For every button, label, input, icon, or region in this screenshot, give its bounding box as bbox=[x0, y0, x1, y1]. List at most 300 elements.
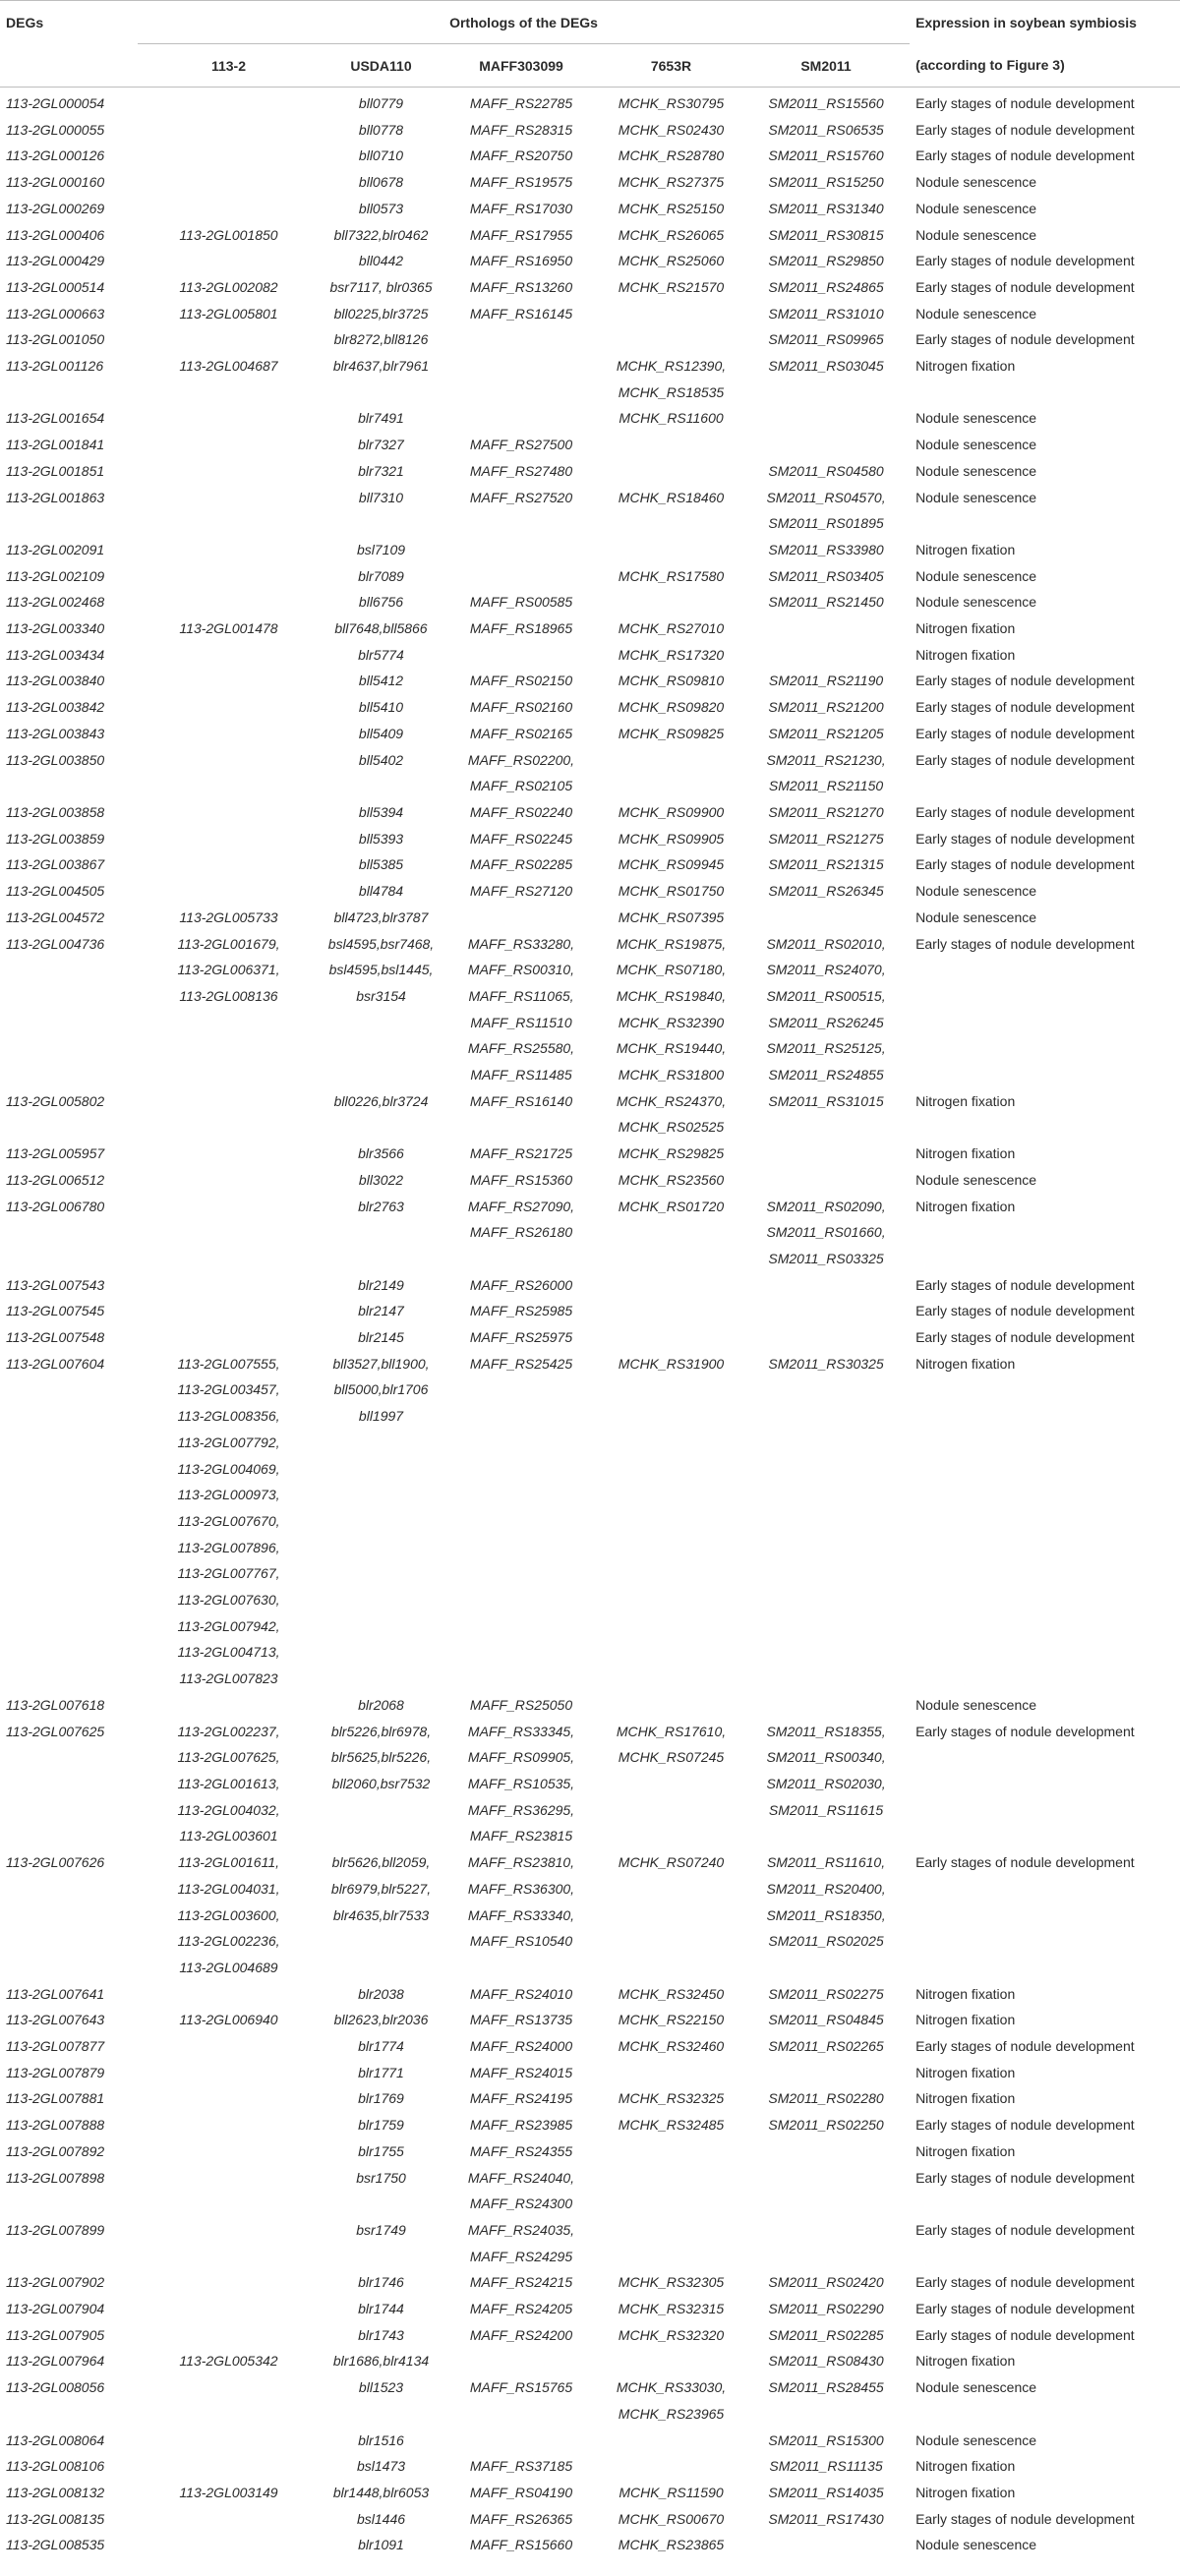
cell-113-2 bbox=[138, 799, 320, 826]
cell-expression: Early stages of nodule development bbox=[915, 121, 1135, 138]
cell-maff303099 bbox=[442, 2480, 600, 2506]
cell-7653r bbox=[600, 799, 742, 826]
gene-id: MCHK_RS27010 bbox=[618, 620, 725, 637]
table-row bbox=[0, 851, 1180, 878]
gene-id: MAFF_RS16145 bbox=[469, 305, 573, 322]
table-row bbox=[0, 642, 1180, 669]
gene-id: blr5774 bbox=[358, 646, 404, 663]
gene-id: 113-2GL002236, bbox=[177, 1933, 280, 1950]
gene-id: bll5410 bbox=[358, 699, 404, 716]
cell-7653r bbox=[600, 2532, 742, 2558]
table-row bbox=[0, 905, 1180, 931]
gene-id: MCHK_RS25150 bbox=[618, 200, 725, 216]
cell-7653r bbox=[600, 615, 742, 642]
gene-id: MCHK_RS19840, bbox=[616, 987, 727, 1004]
cell-expression: Nitrogen fixation bbox=[915, 620, 1016, 637]
gene-id: bll0778 bbox=[358, 121, 404, 138]
cell-113-2 bbox=[138, 931, 320, 1088]
cell-sm2011 bbox=[742, 2453, 910, 2480]
gene-id: MCHK_RS32305 bbox=[618, 2274, 725, 2291]
gene-id: 113-2GL007670, bbox=[177, 1512, 280, 1529]
gene-id: 113-2GL001478 bbox=[179, 620, 278, 637]
cell-maff303099 bbox=[442, 851, 600, 878]
cell-113-2 bbox=[138, 2165, 320, 2217]
gene-id: bll0225,blr3725 bbox=[333, 305, 429, 322]
cell-sm2011 bbox=[742, 2165, 910, 2217]
cell-usda110 bbox=[320, 458, 442, 485]
cell-maff303099 bbox=[442, 222, 600, 249]
gene-id: SM2011_RS02420 bbox=[768, 2274, 884, 2291]
table-row bbox=[0, 1141, 1180, 1167]
gene-id: MAFF_RS25050 bbox=[469, 1696, 573, 1713]
cell-usda110 bbox=[320, 432, 442, 458]
cell-expression: Early stages of nodule development bbox=[915, 803, 1135, 820]
cell-expression: Early stages of nodule development bbox=[915, 1723, 1135, 1739]
cell-expression: Nitrogen fixation bbox=[915, 2064, 1016, 2080]
gene-id: blr2145 bbox=[358, 1329, 404, 1346]
cell-expression: Nodule senescence bbox=[915, 174, 1037, 191]
cell-113-2 bbox=[138, 222, 320, 249]
gene-id: MCHK_RS02430 bbox=[618, 121, 725, 138]
gene-id: 113-2GL007942, bbox=[177, 1617, 280, 1634]
gene-id: SM2011_RS18355, bbox=[766, 1723, 886, 1739]
cell-113-2 bbox=[138, 2374, 320, 2427]
table-row bbox=[0, 2269, 1180, 2296]
gene-id: 113-2GL007896, bbox=[177, 1539, 280, 1555]
cell-maff303099 bbox=[442, 485, 600, 537]
table-row bbox=[0, 1719, 1180, 1850]
table-row bbox=[0, 2428, 1180, 2454]
gene-id: SM2011_RS02290 bbox=[768, 2301, 884, 2317]
gene-id: bsr7117, blr0365 bbox=[329, 278, 433, 295]
gene-id: MCHK_RS18535 bbox=[618, 383, 725, 400]
cell-deg: 113-2GL007881 bbox=[6, 2090, 105, 2107]
cell-113-2 bbox=[138, 1981, 320, 2008]
gene-id: SM2011_RS25125, bbox=[766, 1040, 886, 1057]
gene-id: blr1774 bbox=[358, 2038, 404, 2055]
cell-expression: Nodule senescence bbox=[915, 305, 1037, 322]
gene-id: bsr1749 bbox=[356, 2221, 406, 2238]
cell-sm2011 bbox=[742, 432, 910, 458]
cell-deg: 113-2GL000663 bbox=[6, 305, 105, 322]
cell-deg: 113-2GL007618 bbox=[6, 1696, 105, 1713]
gene-id: SM2011_RS26245 bbox=[768, 1014, 884, 1030]
gene-id: MCHK_RS01750 bbox=[618, 883, 725, 900]
gene-id: SM2011_RS02275 bbox=[768, 1985, 884, 2002]
cell-113-2 bbox=[138, 1692, 320, 1719]
cell-113-2 bbox=[138, 301, 320, 327]
table-row bbox=[0, 1088, 1180, 1141]
cell-deg: 113-2GL007964 bbox=[6, 2353, 105, 2370]
cell-sm2011 bbox=[742, 274, 910, 301]
cell-expression: Nodule senescence bbox=[915, 489, 1037, 505]
cell-expression: Early stages of nodule development bbox=[915, 935, 1135, 952]
gene-id: MAFF_RS24355 bbox=[469, 2142, 573, 2159]
cell-usda110 bbox=[320, 642, 442, 669]
cell-usda110 bbox=[320, 248, 442, 274]
gene-id: blr5626,bll2059, bbox=[331, 1854, 431, 1871]
cell-maff303099 bbox=[442, 2453, 600, 2480]
cell-sm2011 bbox=[742, 2322, 910, 2349]
cell-maff303099 bbox=[442, 1351, 600, 1692]
cell-7653r bbox=[600, 353, 742, 405]
cell-sm2011 bbox=[742, 642, 910, 669]
cell-7653r bbox=[600, 117, 742, 144]
table-row bbox=[0, 2217, 1180, 2269]
gene-id: bll3527,bll1900, bbox=[332, 1355, 430, 1372]
gene-id: blr8272,bll8126 bbox=[333, 331, 429, 348]
table-row bbox=[0, 117, 1180, 144]
cell-7653r bbox=[600, 326, 742, 353]
gene-id: MAFF_RS04190 bbox=[469, 2484, 573, 2500]
cell-maff303099 bbox=[442, 1849, 600, 1981]
cell-maff303099 bbox=[442, 905, 600, 931]
cell-7653r bbox=[600, 1088, 742, 1141]
gene-id: MAFF_RS27500 bbox=[469, 437, 573, 453]
cell-maff303099 bbox=[442, 274, 600, 301]
gene-id: bll3022 bbox=[358, 1171, 404, 1188]
gene-id: SM2011_RS02265 bbox=[768, 2038, 884, 2055]
header-orthologs: Orthologs of the DEGs bbox=[138, 1, 910, 44]
cell-113-2 bbox=[138, 1088, 320, 1141]
gene-id: 113-2GL004687 bbox=[179, 358, 278, 375]
cell-7653r bbox=[600, 2060, 742, 2086]
cell-113-2 bbox=[138, 1719, 320, 1850]
cell-maff303099 bbox=[442, 2296, 600, 2322]
gene-id: bll1523 bbox=[358, 2379, 404, 2396]
cell-deg: 113-2GL003843 bbox=[6, 725, 105, 741]
cell-sm2011 bbox=[742, 2138, 910, 2165]
gene-id: MCHK_RS32390 bbox=[618, 1014, 725, 1030]
gene-id: blr1769 bbox=[358, 2090, 404, 2107]
cell-7653r bbox=[600, 196, 742, 222]
cell-usda110 bbox=[320, 1298, 442, 1324]
gene-id: MCHK_RS18460 bbox=[618, 489, 725, 505]
cell-deg: 113-2GL000054 bbox=[6, 95, 105, 111]
cell-113-2 bbox=[138, 2060, 320, 2086]
gene-id: bll0710 bbox=[358, 147, 404, 164]
cell-7653r bbox=[600, 88, 742, 117]
cell-usda110 bbox=[320, 694, 442, 721]
cell-usda110 bbox=[320, 405, 442, 432]
cell-sm2011 bbox=[742, 721, 910, 747]
gene-id: SM2011_RS15760 bbox=[768, 147, 884, 164]
gene-id: SM2011_RS21205 bbox=[768, 725, 884, 741]
gene-id: MAFF_RS09905, bbox=[467, 1749, 575, 1766]
cell-deg: 113-2GL003340 bbox=[6, 620, 105, 637]
cell-usda110 bbox=[320, 326, 442, 353]
cell-maff303099 bbox=[442, 2085, 600, 2112]
gene-id: MCHK_RS09905 bbox=[618, 830, 725, 847]
cell-expression: Nodule senescence bbox=[915, 883, 1037, 900]
cell-sm2011 bbox=[742, 2269, 910, 2296]
cell-usda110 bbox=[320, 485, 442, 537]
cell-expression: Nodule senescence bbox=[915, 908, 1037, 925]
table-row bbox=[0, 668, 1180, 694]
cell-deg: 113-2GL007641 bbox=[6, 1985, 105, 2002]
cell-deg: 113-2GL007904 bbox=[6, 2301, 105, 2317]
gene-id: bll4784 bbox=[358, 883, 404, 900]
cell-maff303099 bbox=[442, 2165, 600, 2217]
gene-id: MAFF_RS02200, bbox=[467, 751, 575, 768]
cell-sm2011 bbox=[742, 905, 910, 931]
gene-id: SM2011_RS21275 bbox=[768, 830, 884, 847]
gene-id: MCHK_RS09820 bbox=[618, 699, 725, 716]
gene-id: MCHK_RS07245 bbox=[618, 1749, 725, 1766]
gene-id: MCHK_RS24370, bbox=[616, 1092, 727, 1109]
gene-id: SM2011_RS18350, bbox=[766, 1906, 886, 1923]
cell-113-2 bbox=[138, 2033, 320, 2060]
gene-id: MAFF_RS10535, bbox=[467, 1776, 575, 1791]
cell-usda110 bbox=[320, 196, 442, 222]
cell-deg: 113-2GL000269 bbox=[6, 200, 105, 216]
cell-deg: 113-2GL002091 bbox=[6, 541, 105, 557]
gene-id: 113-2GL008356, bbox=[177, 1408, 280, 1425]
gene-id: 113-2GL001611, bbox=[177, 1854, 279, 1871]
cell-deg: 113-2GL007626 bbox=[6, 1854, 105, 1871]
gene-id: 113-2GL007823 bbox=[179, 1670, 278, 1687]
cell-7653r bbox=[600, 1324, 742, 1351]
gene-id: blr1771 bbox=[358, 2064, 404, 2080]
cell-usda110 bbox=[320, 143, 442, 169]
gene-id: SM2011_RS21450 bbox=[768, 594, 884, 611]
cell-usda110 bbox=[320, 222, 442, 249]
gene-id: 113-2GL004031, bbox=[177, 1880, 280, 1897]
gene-id: bsl1473 bbox=[356, 2458, 406, 2475]
table-row bbox=[0, 1849, 1180, 1981]
cell-sm2011 bbox=[742, 668, 910, 694]
gene-id: blr1686,blr4134 bbox=[332, 2353, 430, 2370]
cell-7653r bbox=[600, 2348, 742, 2374]
gene-id: MCHK_RS11590 bbox=[619, 2484, 724, 2500]
gene-id: MAFF_RS25425 bbox=[469, 1355, 573, 1372]
cell-113-2 bbox=[138, 2506, 320, 2533]
cell-maff303099 bbox=[442, 2138, 600, 2165]
gene-id: blr4635,blr7533 bbox=[332, 1906, 430, 1923]
cell-deg: 113-2GL001050 bbox=[6, 331, 105, 348]
cell-sm2011 bbox=[742, 2296, 910, 2322]
cell-sm2011 bbox=[742, 248, 910, 274]
gene-id: MAFF_RS00585 bbox=[469, 594, 573, 611]
cell-usda110 bbox=[320, 2480, 442, 2506]
cell-expression: Nitrogen fixation bbox=[915, 2484, 1016, 2500]
gene-id: MCHK_RS23965 bbox=[618, 2405, 725, 2422]
cell-deg: 113-2GL008535 bbox=[6, 2537, 105, 2553]
gene-id: SM2011_RS24070, bbox=[766, 962, 886, 978]
cell-113-2 bbox=[138, 196, 320, 222]
cell-113-2 bbox=[138, 615, 320, 642]
cell-maff303099 bbox=[442, 1088, 600, 1141]
cell-7653r bbox=[600, 1981, 742, 2008]
cell-maff303099 bbox=[442, 1981, 600, 2008]
cell-maff303099 bbox=[442, 878, 600, 905]
gene-id: MAFF_RS13735 bbox=[469, 2012, 573, 2028]
gene-id: SM2011_RS21315 bbox=[768, 856, 884, 873]
cell-sm2011 bbox=[742, 143, 910, 169]
cell-113-2 bbox=[138, 2322, 320, 2349]
table-row bbox=[0, 301, 1180, 327]
cell-7653r bbox=[600, 589, 742, 615]
cell-deg: 113-2GL003867 bbox=[6, 856, 105, 873]
cell-usda110 bbox=[320, 2296, 442, 2322]
cell-maff303099 bbox=[442, 694, 600, 721]
gene-id: blr2147 bbox=[358, 1303, 404, 1319]
cell-usda110 bbox=[320, 1692, 442, 1719]
gene-id: MAFF_RS11510 bbox=[470, 1014, 572, 1030]
cell-113-2 bbox=[138, 747, 320, 799]
cell-usda110 bbox=[320, 931, 442, 1088]
cell-expression: Early stages of nodule development bbox=[915, 2221, 1135, 2238]
cell-expression: Nodule senescence bbox=[915, 594, 1037, 611]
gene-id: SM2011_RS00340, bbox=[766, 1749, 886, 1766]
cell-deg: 113-2GL005802 bbox=[6, 1092, 105, 1109]
gene-id: MAFF_RS17030 bbox=[469, 200, 573, 216]
cell-deg: 113-2GL001863 bbox=[6, 489, 105, 505]
cell-expression: Nitrogen fixation bbox=[915, 1092, 1016, 1109]
gene-id: SM2011_RS33980 bbox=[768, 541, 884, 557]
gene-id: SM2011_RS02030, bbox=[766, 1776, 886, 1791]
gene-id: 113-2GL003149 bbox=[179, 2484, 278, 2500]
cell-maff303099 bbox=[442, 1324, 600, 1351]
cell-113-2 bbox=[138, 432, 320, 458]
gene-id: MCHK_RS21570 bbox=[618, 278, 725, 295]
gene-id: 113-2GL006940 bbox=[179, 2012, 278, 2028]
gene-id: blr2763 bbox=[358, 1198, 404, 1214]
gene-id: bll0442 bbox=[358, 253, 404, 269]
gene-id: MAFF_RS17955 bbox=[469, 226, 573, 243]
gene-id: bll5412 bbox=[358, 673, 404, 689]
header-col-113-2: 113-2 bbox=[210, 57, 247, 74]
cell-sm2011 bbox=[742, 537, 910, 563]
cell-usda110 bbox=[320, 274, 442, 301]
cell-expression: Early stages of nodule development bbox=[915, 147, 1135, 164]
gene-id: SM2011_RS21190 bbox=[768, 673, 884, 689]
gene-id: blr3566 bbox=[358, 1145, 404, 1162]
cell-expression: Nodule senescence bbox=[915, 1696, 1037, 1713]
gene-id: MAFF_RS02240 bbox=[469, 803, 573, 820]
gene-id: bll6756 bbox=[358, 594, 404, 611]
cell-113-2 bbox=[138, 537, 320, 563]
cell-expression: Nitrogen fixation bbox=[915, 1355, 1016, 1372]
gene-id: MCHK_RS32460 bbox=[618, 2038, 725, 2055]
gene-id: MAFF_RS21725 bbox=[469, 1145, 573, 1162]
gene-id: MAFF_RS24040, bbox=[467, 2169, 575, 2186]
cell-expression: Nitrogen fixation bbox=[915, 2458, 1016, 2475]
cell-deg: 113-2GL004505 bbox=[6, 883, 105, 900]
cell-sm2011 bbox=[742, 196, 910, 222]
cell-deg: 113-2GL001841 bbox=[6, 437, 105, 453]
gene-id: MAFF_RS02165 bbox=[469, 725, 573, 741]
cell-sm2011 bbox=[742, 301, 910, 327]
cell-usda110 bbox=[320, 2217, 442, 2269]
cell-maff303099 bbox=[442, 2348, 600, 2374]
table-row bbox=[0, 274, 1180, 301]
gene-id: MAFF_RS27120 bbox=[469, 883, 573, 900]
cell-expression: Early stages of nodule development bbox=[915, 1276, 1135, 1293]
cell-expression: Nodule senescence bbox=[915, 2431, 1037, 2448]
cell-deg: 113-2GL003840 bbox=[6, 673, 105, 689]
gene-id: MCHK_RS23560 bbox=[618, 1171, 725, 1188]
gene-id: SM2011_RS31010 bbox=[768, 305, 884, 322]
cell-113-2 bbox=[138, 721, 320, 747]
cell-sm2011 bbox=[742, 563, 910, 590]
cell-sm2011 bbox=[742, 2506, 910, 2533]
cell-expression: Nodule senescence bbox=[915, 226, 1037, 243]
cell-113-2 bbox=[138, 2453, 320, 2480]
cell-deg: 113-2GL002468 bbox=[6, 594, 105, 611]
cell-sm2011 bbox=[742, 2480, 910, 2506]
cell-maff303099 bbox=[442, 642, 600, 669]
gene-id: bll0779 bbox=[358, 95, 404, 111]
cell-usda110 bbox=[320, 1272, 442, 1299]
cell-7653r bbox=[600, 2296, 742, 2322]
table-row bbox=[0, 2085, 1180, 2112]
cell-maff303099 bbox=[442, 537, 600, 563]
gene-id: MAFF_RS27090, bbox=[467, 1198, 575, 1214]
cell-113-2 bbox=[138, 2112, 320, 2138]
gene-id: MCHK_RS27375 bbox=[618, 174, 725, 191]
gene-id: 113-2GL008136 bbox=[179, 987, 278, 1004]
gene-id: MAFF_RS26180 bbox=[469, 1224, 573, 1241]
gene-id: SM2011_RS28455 bbox=[768, 2379, 884, 2396]
cell-deg: 113-2GL007543 bbox=[6, 1276, 105, 1293]
cell-113-2 bbox=[138, 274, 320, 301]
cell-usda110 bbox=[320, 2138, 442, 2165]
cell-sm2011 bbox=[742, 694, 910, 721]
gene-id: MCHK_RS25060 bbox=[618, 253, 725, 269]
cell-sm2011 bbox=[742, 1167, 910, 1194]
cell-usda110 bbox=[320, 905, 442, 931]
cell-maff303099 bbox=[442, 2506, 600, 2533]
gene-id: blr7491 bbox=[358, 410, 404, 427]
cell-7653r bbox=[600, 248, 742, 274]
cell-deg: 113-2GL001654 bbox=[6, 410, 105, 427]
cell-113-2 bbox=[138, 326, 320, 353]
cell-113-2 bbox=[138, 1141, 320, 1167]
gene-id: MAFF_RS11485 bbox=[470, 1067, 572, 1083]
cell-deg: 113-2GL007877 bbox=[6, 2038, 105, 2055]
gene-id: MAFF_RS24215 bbox=[469, 2274, 573, 2291]
cell-usda110 bbox=[320, 2112, 442, 2138]
cell-expression: Nitrogen fixation bbox=[915, 2012, 1016, 2028]
table-row bbox=[0, 2007, 1180, 2033]
gene-id: blr1516 bbox=[358, 2431, 404, 2448]
cell-deg: 113-2GL007879 bbox=[6, 2064, 105, 2080]
cell-113-2 bbox=[138, 668, 320, 694]
cell-sm2011 bbox=[742, 615, 910, 642]
cell-113-2 bbox=[138, 2138, 320, 2165]
gene-id: 113-2GL006371, bbox=[177, 962, 280, 978]
gene-id: blr5226,blr6978, bbox=[330, 1723, 432, 1739]
gene-id: MAFF_RS24300 bbox=[469, 2195, 573, 2212]
gene-id: SM2011_RS02010, bbox=[766, 935, 886, 952]
gene-id: bll5394 bbox=[358, 803, 404, 820]
cell-maff303099 bbox=[442, 1194, 600, 1272]
cell-7653r bbox=[600, 2374, 742, 2427]
cell-maff303099 bbox=[442, 668, 600, 694]
cell-expression: Early stages of nodule development bbox=[915, 751, 1135, 768]
cell-deg: 113-2GL002109 bbox=[6, 567, 105, 584]
cell-sm2011 bbox=[742, 1324, 910, 1351]
gene-id: 113-2GL003457, bbox=[177, 1381, 280, 1398]
cell-sm2011 bbox=[742, 2007, 910, 2033]
cell-maff303099 bbox=[442, 2269, 600, 2296]
gene-id: bll2623,blr2036 bbox=[333, 2012, 429, 2028]
cell-7653r bbox=[600, 1141, 742, 1167]
cell-sm2011 bbox=[742, 2033, 910, 2060]
gene-id: MAFF_RS15660 bbox=[469, 2537, 573, 2553]
cell-sm2011 bbox=[742, 117, 910, 144]
